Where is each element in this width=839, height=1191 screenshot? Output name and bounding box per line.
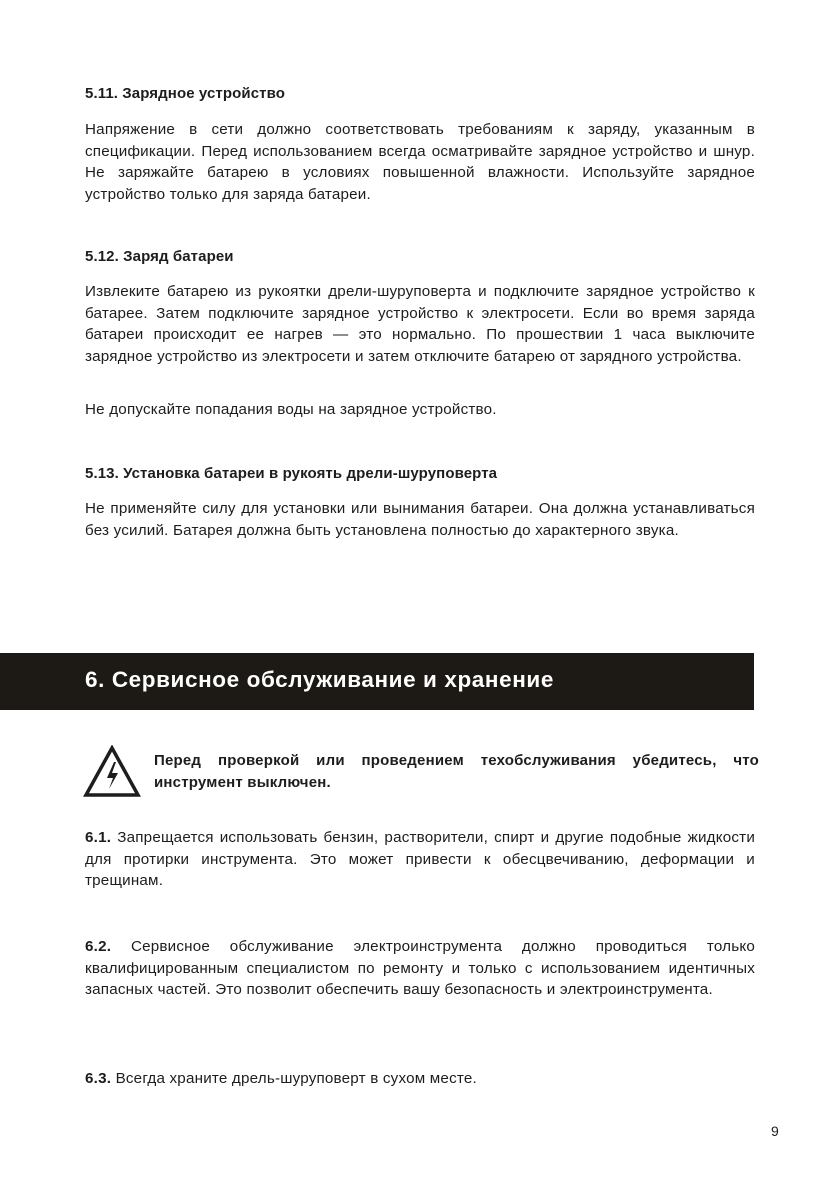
item-6-2 [85, 936, 755, 1001]
section-5-13-heading: 5.13. Установка батареи в рукоять дрели-шуруповерта [85, 465, 498, 482]
section-5-12-body: Извлеките батарею из рукоятки дрели-шуруповерта и подключите зарядное устройство к батарее. Затем подключите зарядное устройство к электросети. Если во время заряда батареи происходит ее нагрев — это нормально. По прошествии 1 часа выключите зарядное устройство из электросети и затем отключите батарею от зарядного устройства. [85, 283, 755, 365]
section-5-13-body: Не применяйте силу для установки или вынимания батареи. Она должна устанавливаться без усилий. Батарея должна быть установлена полностью до характерного звука. [85, 500, 755, 539]
section-6-title: 6. Сервисное обслуживание и хранение [85, 667, 554, 692]
section-5-12-heading: 5.12. Заряд батареи [85, 248, 234, 265]
section-5-11-body: Напряжение в сети должно соответствовать требованиям к заряду, указанным в спецификации. Перед использованием всегда осматривайте зарядное устройство и шнур. Не заряжайте батарею в условиях повышенной влажности. Используйте зарядное устройство только для заряда батареи. [85, 121, 755, 203]
item-6-2-number: 6.2. [85, 938, 112, 955]
section-5-12-note: Не допускайте попадания воды на зарядное устройство. [85, 401, 497, 418]
item-6-3 [85, 1068, 755, 1090]
item-6-3-text: Всегда храните дрель-шуруповерт в сухом месте. [115, 1070, 477, 1087]
section-5-11-heading: 5.11. Зарядное устройство [85, 85, 285, 102]
item-6-3-number: 6.3. [85, 1070, 112, 1087]
item-6-1-text: Запрещается использовать бензин, растворители, спирт и другие подобные жидкости для протирки инструмента. Это может привести к обесцвечиванию, деформации и трещинам. [85, 829, 756, 890]
section-6-banner [0, 653, 754, 710]
service-warning-text: Перед проверкой или проведением техобслуживания убедитесь, что инструмент выключен. [154, 752, 759, 791]
item-6-2-text: Сервисное обслуживание электроинструмента должно проводиться только квалифицированным специалистом по ремонту и только с использованием идентичных запасных частей. Это позволит обеспечить вашу безопасность и электроинструмента. [85, 938, 755, 999]
item-6-1-number: 6.1. [85, 829, 112, 846]
page-number: 9 [771, 1123, 779, 1139]
high-voltage-warning-icon [83, 745, 141, 798]
item-6-1 [85, 827, 755, 892]
